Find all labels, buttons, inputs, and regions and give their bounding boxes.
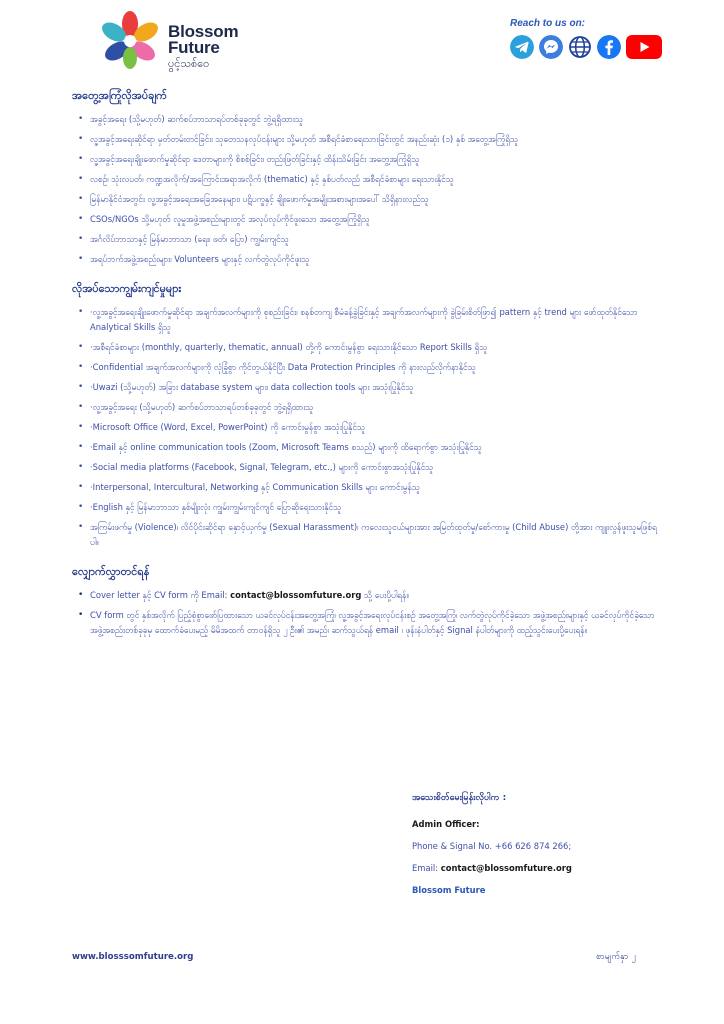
apply-item-prefix: Cover letter နှင့် CV form ကို Email: xyxy=(90,590,231,600)
list-item: • ·အစီရင်ခံစာများ (monthly, quarterly, thematic, annual) တို့ကို ကောင်းမွန်စွာ ရေးသားနိုင်သော Report Skills ရှိသူ xyxy=(72,340,662,355)
globe-icon[interactable] xyxy=(568,35,592,59)
contact-officer: Admin Officer: xyxy=(412,819,480,829)
contact-email-link[interactable]: contact@blossomfuture.org xyxy=(440,863,572,873)
list-item: • ·Social media platforms (Facebook, Signal, Telegram, etc.,) များကို ကောင်းစွာအသုံးပြုနိုင်သူ xyxy=(72,460,662,475)
list-item: • လစဉ်၊ သုံးလပတ်၊ ကဏ္ဍအလိုက်/အကြောင်းအရာအလိုက် (thematic) နှင့် နှစ်ပတ်လည် အစီရင်ခံစာများ ရေးသားနိုင်သူ xyxy=(72,172,662,187)
contact-org: Blossom Future xyxy=(412,885,486,895)
list-item: • CSOs/NGOs သို့မဟုတ် လူမှုအဖွဲ့အစည်းများတွင် အလုပ်လုပ်ကိုင်ဖူးသော အတွေ့အကြုံရှိသူ xyxy=(72,212,662,227)
list-item: • ·လူ့အခွင့်အရေးချိုးဖောက်မှုဆိုင်ရာ အချက်အလက်များကို စုစည်းခြင်း၊ စနစ်တကျ စီမံခန့်ခွဲခြင်းနှင့် အချက်အလက်များကို ခွဲခြမ်းစိတ်ဖြာ၍ pattern နှင့် trend များ ဖော်ထုတ်နိုင်သော Analytical Skills ရှိသူ xyxy=(72,305,662,335)
messenger-icon[interactable] xyxy=(539,35,563,59)
requirements-list xyxy=(72,112,662,267)
page-header xyxy=(0,0,724,80)
list-item: • ·Microsoft Office (Word, Excel, PowerPoint) ကို ကောင်းမွန်စွာ အသုံးပြုနိုင်သူ xyxy=(72,420,662,435)
list-item: • ·Email နှင့် online communication tools (Zoom, Microsoft Teams စသည်) များကို ထိရောက်စွာ အသုံးပြုနိုင်သူ xyxy=(72,440,662,455)
contact-email-line xyxy=(412,863,692,873)
contact-title: အသေးစိတ်မေးမြန်းလိုပါက : xyxy=(412,793,507,803)
logo-line-blossom: Blossom xyxy=(168,22,239,41)
apply-list xyxy=(72,588,662,638)
skills-list xyxy=(72,305,662,550)
facebook-icon[interactable] xyxy=(597,35,621,59)
skills-title: လိုအပ်သောကျွမ်းကျင်မှုများ xyxy=(72,282,182,295)
apply-item-suffix: သို့ ပေးပို့ပါရန်။ xyxy=(361,590,409,600)
youtube-icon[interactable] xyxy=(626,35,662,59)
flower-logo-icon xyxy=(98,10,162,70)
logo-line-future: Future xyxy=(168,38,220,57)
contact-block xyxy=(412,792,692,895)
social-links xyxy=(510,35,662,59)
logo-wordmark xyxy=(168,24,238,71)
list-item: • အကြမ်းဖက်မှု (Violence)၊ လိင်ပိုင်းဆိုင်ရာ နှောင့်ယှက်မှု (Sexual Harassment)၊ ကလေးသူငယ်များအား အမြတ်ထုတ်မှု/စော်ကားမှု (Child Abuse) တို့အား ကျူးလွန်ဖူးသူမဖြစ်ရပါ။ xyxy=(72,520,662,550)
contact-phone: Phone & Signal No. +66 626 874 266; xyxy=(412,841,572,851)
list-item: • မြန်မာနိုင်ငံအတွင်း လူ့အခွင့်အရေးအခြေအနေများ၊ ပဋိပက္ခနှင့် ချိုးဖောက်မှုအမျိုးအစားများအပေါ် သိရှိနားလည်သူ xyxy=(72,192,662,207)
list-item: • အင်္ဂလိပ်ဘာသာနှင့် မြန်မာဘာသာ (ရေး၊ ဖတ်၊ ပြော) ကျွမ်းကျင်သူ xyxy=(72,232,662,247)
list-item: • အခွင့်အရေး (သို့မဟုတ်) ဆက်စပ်ဘာသာရပ်တစ်ခုခုတွင် ဘွဲ့ရရှိထားသူ xyxy=(72,112,662,127)
list-item xyxy=(72,588,662,603)
blossom-future-logo[interactable] xyxy=(98,10,248,70)
list-item: • ·Confidential အချက်အလက်များကို လုံခြုံစွာ ကိုင်တွယ်နိုင်ပြီး Data Protection Principles ကို နားလည်လိုက်နာနိုင်သူ xyxy=(72,360,662,375)
list-item: • ·လူ့အခွင့်အရေး (သို့မဟုတ်) ဆက်စပ်ဘာသာရပ်တစ်ခုခုတွင် ဘွဲ့ရရှိထားသူ xyxy=(72,400,662,415)
telegram-icon[interactable] xyxy=(510,35,534,59)
reach-label: Reach to us on: xyxy=(510,18,586,29)
page-number: စာမျက်နှာ ၂ xyxy=(596,952,636,962)
list-item: • အရပ်ဘက်အဖွဲ့အစည်းများ၊ Volunteers များနှင့် လက်တွဲလုပ်ကိုင်ဖူးသူ xyxy=(72,252,662,267)
footer-url-link[interactable]: www.blosssomfuture.org xyxy=(72,952,194,962)
list-item: • ·English နှင့် မြန်မာဘာသာ နှစ်မျိုးလုံး ကျွမ်းကျွမ်းကျင်ကျင် ပြောဆိုရေးသားနိုင်သူ xyxy=(72,500,662,515)
list-item: • လူ့အခွင့်အရေးချိုးဖောက်မှုဆိုင်ရာ ဒေတာများကို စိစစ်ခြင်း၊ တည်းဖြတ်ခြင်းနှင့် ထိန်းသိမ်းခြင်း အတွေ့အကြုံရှိသူ xyxy=(72,152,662,167)
main-content xyxy=(72,88,662,652)
list-item: • CV form တွင် နှစ်အလိုက် ပြည့်စုံစွာဖော်ပြထားသော ယခင်လုပ်ငန်းအတွေ့အကြုံ၊ လူ့အခွင့်အရေးလုပ်ငန်းစဉ် အတွေ့အကြုံ၊ လက်တွဲလုပ်ကိုင်ခဲ့သော အဖွဲ့အစည်းများနှင့် ယခင်လုပ်ကိုင်ခဲ့သော အဖွဲ့အစည်းတစ်ခုခုမှ ထောက်ခံပေးမည့် မိမိအထက် တာဝန်ရှိသူ ၂ ဦး၏ အမည်၊ ဆက်သွယ်ရန် email ၊ ဖုန်းနံပါတ်နှင့် Signal နံပါတ်များကို ထည့်သွင်းပေးပို့ပေးရန်။ xyxy=(72,608,662,638)
logo-line-myanmar: ပွင့်သစ်ဝေ xyxy=(168,57,210,70)
list-item: • ·Interpersonal, Intercultural, Networking နှင့် Communication Skills များ ကောင်းမွန်သူ xyxy=(72,480,662,495)
requirements-title: အတွေ့အကြုံလိုအပ်ချက် xyxy=(72,89,167,102)
contact-email-label: Email: xyxy=(412,863,441,873)
apply-email-link[interactable]: contact@blossomfuture.org xyxy=(230,590,362,600)
list-item: • လူ့အခွင့်အရေးဆိုင်ရာ မှတ်တမ်းတင်ခြင်း၊ သုတေသနလုပ်ငန်းများ သို့မဟုတ် အစီရင်ခံစာရေးသားခြင်းတွင် အနည်းဆုံး (၁) နှစ် အတွေ့အကြုံရှိသူ xyxy=(72,132,662,147)
list-item: • ·Uwazi (သို့မဟုတ်) အခြား database system များ၊ data collection tools များ အသုံးပြုနိုင်သူ xyxy=(72,380,662,395)
apply-title: လျှောက်လွှာတင်ရန် xyxy=(72,565,150,578)
